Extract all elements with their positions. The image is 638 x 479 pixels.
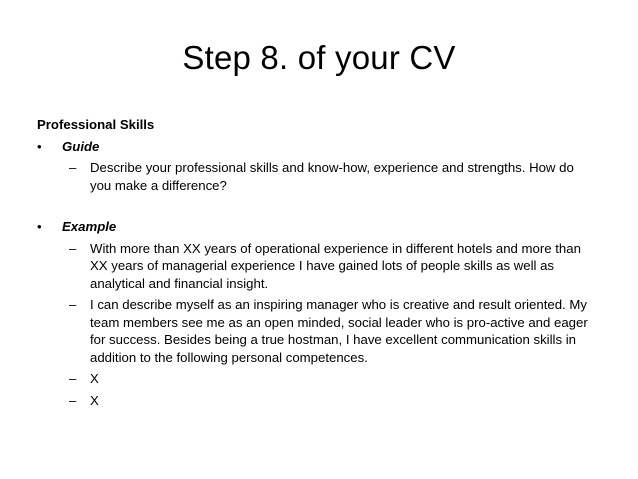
slide-title: Step 8. of your CV [182,39,456,76]
example-item-text: With more than XX years of operational experience in different hotels and more than XX years of managerial experience I have gained lots of people skills as well as analytical and financial insight. [90,240,581,291]
example-label: Example [62,219,117,234]
dash-icon: – [69,371,77,386]
example-item-text: I can describe myself as an inspiring manager who is creative and result oriented. My team members see me as an open minded, social leader who is pro-active and eager for success. Besides being a true hostman, I have excellent communication skills in addition to the following personal competences. [90,297,588,365]
slide-content [37,116,597,413]
bullet-icon: • [37,138,42,154]
example-item-text: X [90,392,99,408]
dash-icon: – [69,160,77,175]
spacer [37,198,597,218]
example-item [37,392,597,410]
dash-icon: – [69,240,77,256]
example-item [37,370,597,388]
dash-icon: – [69,392,77,408]
guide-label: Guide [62,138,100,154]
example-item [37,240,597,293]
guide-item-text: Describe your professional skills and know-how, experience and strengths. How do you make a difference? [90,160,574,193]
bullet-icon: • [37,219,42,234]
dash-icon: – [69,297,77,312]
guide-bullet [37,138,597,156]
example-bullet [37,218,597,236]
guide-item [37,159,597,194]
example-item [37,296,597,366]
example-item-text: X [90,371,99,386]
section-heading: Professional Skills [37,117,155,132]
